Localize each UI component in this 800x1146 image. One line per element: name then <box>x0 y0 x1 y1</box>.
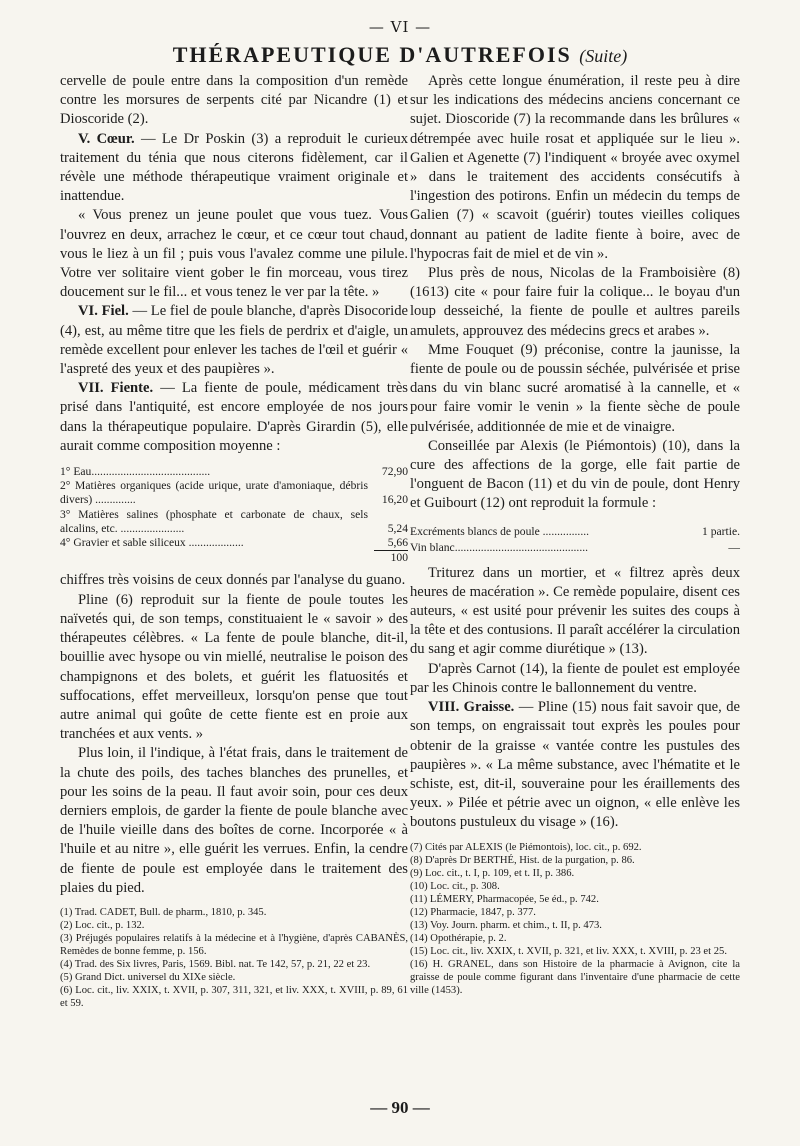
footnote: (9) Loc. cit., t. I, p. 109, et t. II, p. 386. <box>410 867 575 879</box>
footnote: (6) Loc. cit., liv. XXIX, t. XVII, p. 307, 311, 321, et liv. XXX, t. XVIII, p. 89, 61 et 59. <box>60 984 408 1009</box>
paragraph: chiffres très voisins de ceux donnés par l'analyse du guano. <box>60 572 406 589</box>
paragraph: Conseillée par Alexis (le Piémontois) (10), dans la cure des affections de la gorge, elle fait partie de l'onguent de Bacon (11) et du vin de poule, dont Henry et Guibourt (12) ont reproduit la formule : <box>410 437 740 512</box>
table-total: 100 <box>390 551 408 565</box>
row-label: Vin blanc.............................................. <box>410 540 589 554</box>
footnote: (4) Trad. des Six livres, Paris, 1569. Bibl. nat. Te 142, 57, p. 21, 22 et 23. <box>60 958 371 970</box>
footnote: (3) Préjugés populaires relatifs à la médecine et à l'hygiène, d'après CABANÈS, Remèdes de bonne femme, p. 156. <box>60 932 408 957</box>
title-text: THÉRAPEUTIQUE D'AUTREFOIS <box>172 42 572 67</box>
quote-paragraph: « Vous prenez un jeune poulet que vous tuez. Vous l'ouvrez en deux, arrachez le cœur, et ce cœur tout chaud, vous le liez à un fil ; puis vous l'avalez comme une pilule. Votre ver solitaire vient gober le fin morceau, vous tirez doucement sur le fil... et vous tenez le ver par la tête. » <box>60 207 408 301</box>
table-row <box>410 524 740 540</box>
paragraph: Triturez dans un mortier, et « filtrez après deux heures de macération ». Ce remède populaire, disent ces auteurs, « est usité pour prévenir les suites des coups à la tête et des contusions. Il paraît accélérer la circulation du sang et agir comme diurétique » (13). <box>410 564 740 658</box>
section-heading: VIII. Graisse. <box>428 699 515 716</box>
row-label: 4° Gravier et sable siliceux ................... <box>60 536 244 550</box>
paragraph: D'après Carnot (14), la fiente de poulet est employée par les Chinois contre le ballonnement du ventre. <box>410 660 740 696</box>
footnote: (11) LÉMERY, Pharmacopée, 5e éd., p. 742. <box>410 893 599 905</box>
footnote: (8) D'après Dr BERTHÉ, Hist. de la purgation, p. 86. <box>410 854 635 866</box>
row-value: — <box>728 540 740 554</box>
row-value: 72,90 <box>381 465 408 479</box>
section-fiente <box>60 379 408 456</box>
footnote: (15) Loc. cit., liv. XXIX, t. XVII, p. 321, et liv. XXX, t. XVIII, p. 23 et 25. <box>410 945 727 957</box>
section-heading: VII. Fiente. <box>78 380 154 397</box>
footnote: (14) Opothérapie, p. 2. <box>410 932 507 944</box>
footnote: (5) Grand Dict. universel du XIXe siècle. <box>60 971 236 983</box>
left-column <box>60 72 408 1010</box>
right-column <box>410 72 740 997</box>
section-text: — Le fiel de poule blanche, d'après Disocoride (4), est, au même titre que les fiels de perdrix et d'aigle, un remède excellent pour enlever les taches de l'œil et guérir « l'aspreté des yeux et des paupières ». <box>60 303 408 378</box>
page-title <box>0 42 800 68</box>
paragraph: Pline (6) reproduit sur la fiente de poule toutes les naïvetés qui, de son temps, constituaient le « savoir » des thérapeutes célèbres. « La fente de poule blanche, dit-il, bouillie avec hysope ou vin miellé, neutralise le poison des champignons et des bolets, et guérit les flatuosités et suffocations, effet merveilleux, lorsqu'on pense que tout autre animal qui goûte de cette fiente est en proie aux tranchées et aux vents. » <box>60 591 408 743</box>
table-row <box>410 540 740 556</box>
section-fiel <box>60 302 408 379</box>
section-number: — VI — <box>368 18 432 36</box>
section-text: — La fiente de poule, médicament très prisé dans l'antiquité, est encore employée de nos jours dans la thérapeutique populaire. D'après Girardin (5), elle aurait comme composition moyenne : <box>60 380 408 454</box>
row-value: 5,24 <box>387 521 408 535</box>
footnote: (2) Loc. cit., p. 132. <box>60 919 145 931</box>
row-value: 5,66 <box>387 536 408 550</box>
row-value: 16,20 <box>381 493 408 507</box>
footnote: (10) Loc. cit., p. 308. <box>410 880 500 892</box>
table-row <box>60 465 408 479</box>
section-graisse <box>410 698 740 832</box>
composition-table <box>60 465 408 565</box>
page-number: — 90 — <box>370 1098 430 1117</box>
table-row <box>60 536 408 550</box>
row-label: Excréments blancs de poule ................ <box>410 524 590 538</box>
formula-table <box>410 524 740 556</box>
section-coeur <box>60 130 408 207</box>
table-total-row <box>60 551 408 565</box>
row-label: 1° Eau......................................... <box>60 465 211 479</box>
paragraph: Plus loin, il l'indique, à l'état frais, dans le traitement de la chute des poils, des taches blanches des prunelles, et pour les soins de la peau. Il faut avoir soin, pour ces deux derniers emplois, de garder la fiente de poule blanche avec de l'huile vieille dans des boîtes de corne. Incorporée « à l'huile et au nitre », elle guérit les verrues. Enfin, la cendre de fiente de poule est employée dans le traitement des plaies du pied. <box>60 745 408 896</box>
title-suite: (Suite) <box>579 46 628 66</box>
section-text: — Pline (15) nous fait savoir que, de son temps, on engraissait tout exprès les poules pour obtenir de la graisse « vantée contre les pustules des paupières ». « La même substance, avec l'hématite et le schiste, est, dit-il, souveraine pour les éraillements des yeux. » Pilée et pétrie avec un oignon, « elle enlève les boutons pustuleux du visage » (16). <box>410 699 740 831</box>
paragraph: Après cette longue énumération, il reste peu à dire sur les indications des médecins anciens concernant ce sujet. Dioscoride (7) la recommande dans les brûlures « détrempée avec huile rosat et appliquée sur le lieu ». Galien et Agenette (7) l'indiquent « broyée avec oxymel » dans le traitement des accidents consécutifs à l'ingestion des potirons. Enfin un médecin du temps de Galien (7) « scavoit (guérir) toutes vieilles coliques donnant au patient de ladite fiente à boire, avec de l'hypocras fait de miel et de vin ». <box>410 73 740 262</box>
paragraph: Plus près de nous, Nicolas de la Framboisière (8) (1613) cite « pour faire fuir la colique... le boyau d'un loup desseiché, la fiente de poulle et aultres pareils amulets, approuvez des médecins grecs et arabes ». <box>410 265 740 339</box>
footnote: (16) H. GRANEL, dans son Histoire de la pharmacie à Avignon, cite la graisse de poule comme figurant dans l'inventaire d'une pharmacie de cette ville (1453). <box>410 958 740 996</box>
section-text: — Le Dr Poskin (3) a reproduit le curieux traitement du ténia que nous citerons fidèlement, car il révèle une méthode thérapeutique vraiment originale et inattendue. <box>60 130 408 205</box>
row-value: 1 partie. <box>702 524 740 538</box>
footnote: (13) Voy. Journ. pharm. et chim., t. II, p. 473. <box>410 919 602 931</box>
section-heading: VI. Fiel. <box>78 303 129 320</box>
paragraph: Mme Fouquet (9) préconise, contre la jaunisse, la fiente de poule ou de poussin séchée, pulvérisée et prise dans du vin blanc sucré aromatisé à la cannelle, et « pour faire vomir le venin » la fiente sèche de poule pulvérisée, additionnée de mie et de vinaigre. <box>410 341 740 435</box>
row-label: 2° Matières organiques (acide urique, urate d'amoniaque, débris divers) .............. <box>60 479 368 507</box>
paragraph: cervelle de poule entre dans la composition d'un remède contre les morsures de serpents cité par Nicandre (1) et Dioscoride (2). <box>60 73 408 128</box>
table-row <box>60 479 408 507</box>
footnote: (12) Pharmacie, 1847, p. 377. <box>410 906 536 918</box>
table-row <box>60 508 408 536</box>
row-label: 3° Matières salines (phosphate et carbonate de chaux, sels alcalins, etc. ...................... <box>60 507 368 535</box>
footnotes-right <box>410 841 740 997</box>
footnote: (7) Cités par ALEXIS (le Piémontois), loc. cit., p. 692. <box>410 841 642 853</box>
section-heading: V. Cœur. <box>78 130 135 147</box>
footnote: (1) Trad. CADET, Bull. de pharm., 1810, p. 345. <box>60 906 267 918</box>
footnotes-left <box>60 906 408 1010</box>
